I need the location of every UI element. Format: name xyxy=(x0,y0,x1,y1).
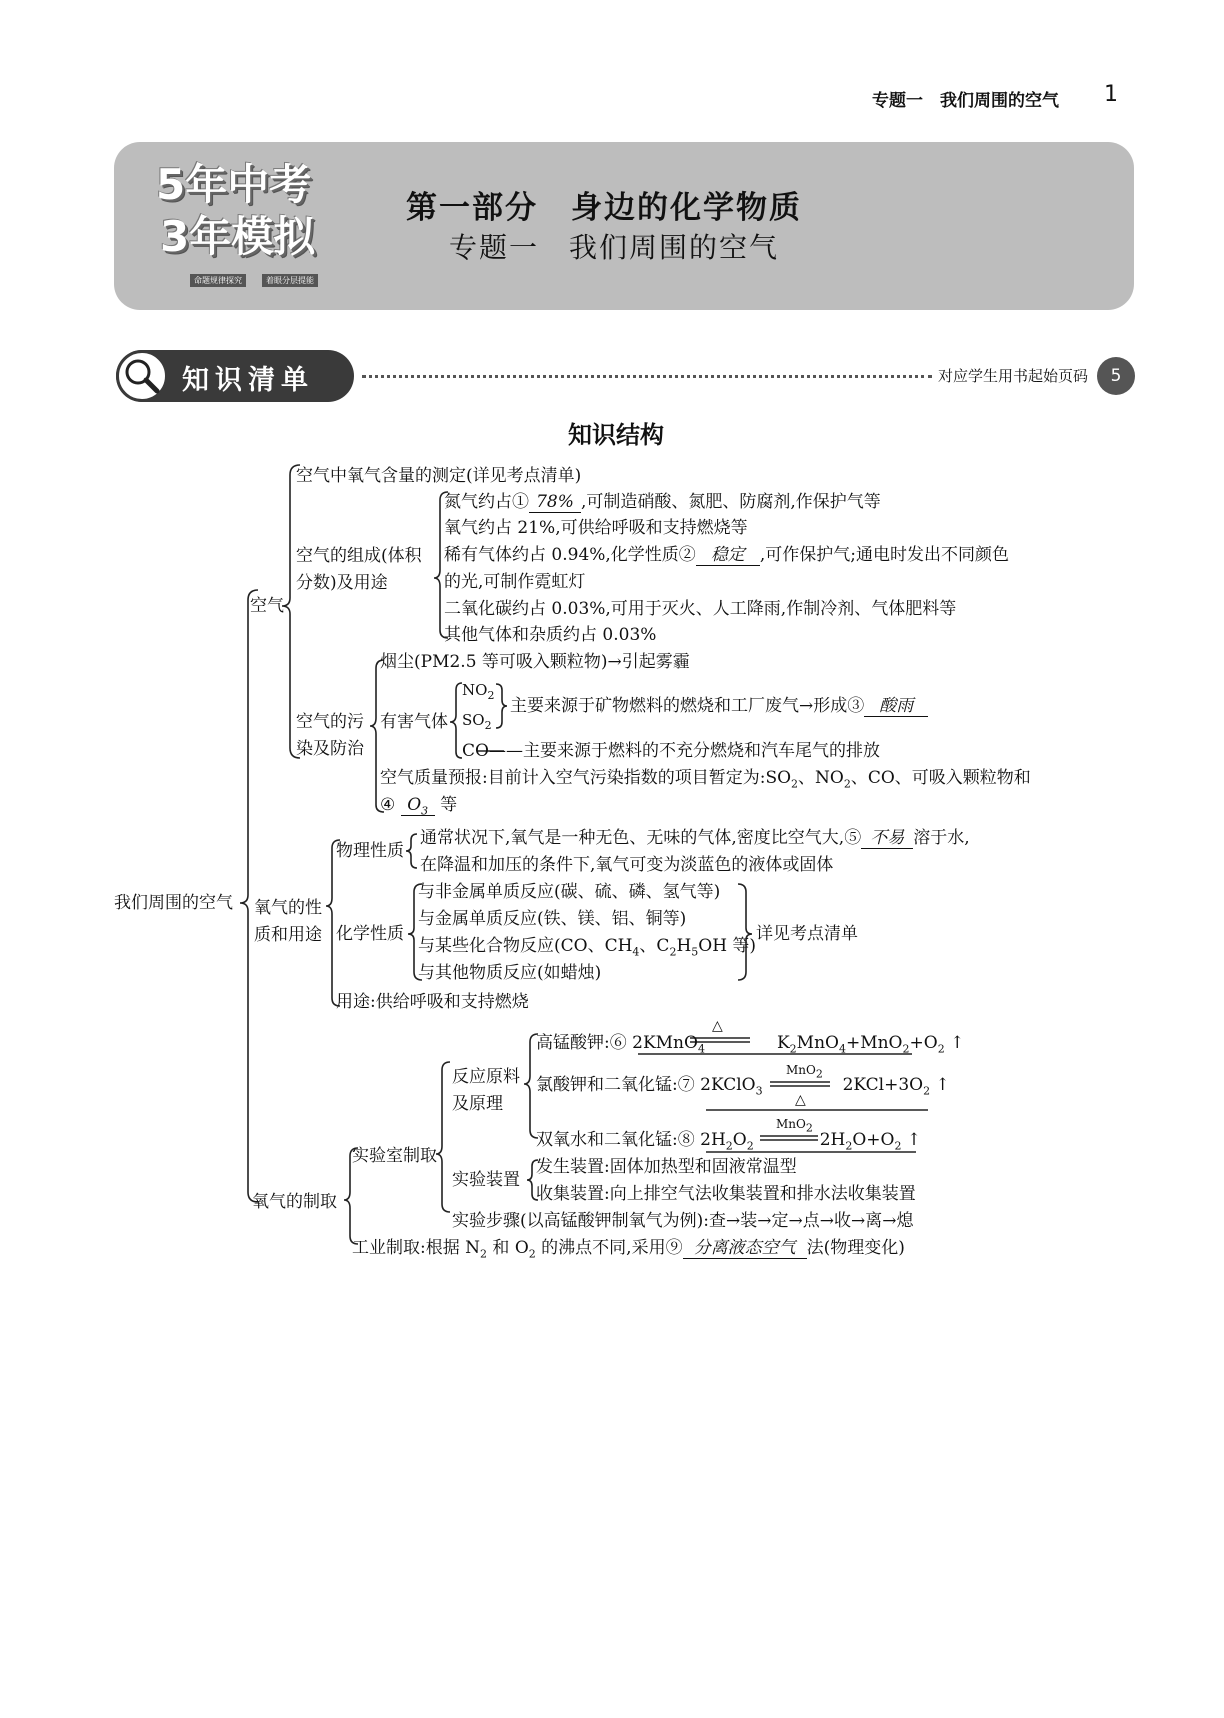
line-steps: 实验步骤(以高锰酸钾制氧气为例):查→装→定→点→收→离→熄 xyxy=(452,1211,914,1231)
node-composition-label-2: 分数)及用途 xyxy=(296,573,388,593)
node-air: 空气 xyxy=(250,596,284,616)
line-harmful-source xyxy=(510,696,928,717)
line-oxygen: 氧气约占 21%,可供给呼吸和支持燃烧等 xyxy=(444,518,748,538)
rare-gas-use: ,可作保护气;通电时发出不同颜色 xyxy=(759,545,1009,565)
eq7-condition-bottom: △ xyxy=(795,1092,806,1108)
line-co2: 二氧化碳约占 0.03%,可用于灭火、人工降雨,作制冷剂、气体肥料等 xyxy=(444,599,957,619)
line-chemical-2: 与金属单质反应(铁、镁、铝、铜等) xyxy=(418,909,687,929)
line-industrial: 工业制取:根据 $N_2$ 和 $O_2$ 的沸点不同,采用⑨ 分离液态空气 法(物理变化) xyxy=(352,1238,905,1261)
logo-tag-1: 命题规律探究 xyxy=(190,274,246,287)
node-preparation: 氧气的制取 xyxy=(252,1192,337,1212)
eq8-condition: MnO$_2$ xyxy=(776,1117,813,1135)
gas-so2: $SO_2$ xyxy=(462,711,492,732)
line-chemical-4: 与其他物质反应(如蜡烛) xyxy=(418,963,602,983)
answer-3: 酸雨 xyxy=(864,696,928,717)
bracket-physical xyxy=(406,834,417,868)
bracket-oxygen-properties xyxy=(326,840,340,1006)
node-oxygen-prop-label-2: 质和用途 xyxy=(254,925,322,945)
node-raw-1: 反应原料 xyxy=(452,1067,520,1087)
bracket-chemical-close xyxy=(738,884,752,980)
answer-4: $O_3$ xyxy=(401,795,435,816)
answer-1: 78% xyxy=(529,492,581,513)
line-chemical-1: 与非金属单质反应(碳、硫、磷、氢气等) xyxy=(418,882,721,902)
line-nitrogen xyxy=(444,492,881,513)
banner-subtitle: 专题一 我们周围的空气 xyxy=(449,231,780,264)
student-book-ref: 对应学生用书起始页码 xyxy=(938,367,1089,385)
node-use: 用途:供给呼吸和支持燃烧 xyxy=(336,992,529,1012)
line-rare-gas xyxy=(444,545,1009,566)
node-pollution-label-2: 染及防治 xyxy=(296,739,364,759)
line-physical-2: 在降温和加压的条件下,氧气可变为淡蓝色的液体或固体 xyxy=(420,855,834,875)
line-device-2: 收集装置:向上排空气法收集装置和排水法收集装置 xyxy=(536,1184,916,1204)
node-raw-2: 及原理 xyxy=(452,1094,503,1114)
line-rare-gas-cont: 的光,可制作霓虹灯 xyxy=(444,572,586,592)
knowledge-list-title: 知识清单 xyxy=(182,365,314,396)
bracket-pollution xyxy=(370,660,384,812)
banner-title: 第一部分 身边的化学物质 xyxy=(406,190,802,226)
answer-9: 分离液态空气 xyxy=(683,1238,807,1259)
node-physical: 物理性质 xyxy=(336,841,404,861)
rare-gas-text: 稀有气体约占 0.94%,化学性质② xyxy=(444,545,696,565)
nitrogen-text: 氮气约占① xyxy=(444,492,529,512)
answer-5: 不易 xyxy=(861,828,913,849)
node-root: 我们周围的空气 xyxy=(114,893,233,913)
node-lab-prep: 实验室制取 xyxy=(352,1146,437,1166)
chemical-ref: 详见考点清单 xyxy=(756,924,858,944)
page-number: 1 xyxy=(1104,82,1118,107)
bracket-root xyxy=(240,590,258,1202)
node-oxygen-measure: 空气中氧气含量的测定(详见考点清单) xyxy=(296,466,582,486)
eq6-condition: △ xyxy=(712,1018,723,1034)
node-harmful-gas: 有害气体 xyxy=(380,712,448,732)
ref-page-badge: 5 xyxy=(1097,357,1135,395)
line-kclo3: 氯酸钾和二氧化锰:⑦ 2KClO$_3$ $2KCl+3O_2$ ↑ xyxy=(536,1075,950,1098)
node-device: 实验装置 xyxy=(452,1170,520,1190)
eq7-condition-top: MnO$_2$ xyxy=(786,1063,823,1081)
nitrogen-use: ,可制造硝酸、氮肥、防腐剂,作保护气等 xyxy=(581,492,881,512)
line-air-quality-cont: ④ $O_3$ 等 xyxy=(380,795,458,818)
node-composition-label-1: 空气的组成(体积 xyxy=(296,546,422,566)
node-pollution-label-1: 空气的污 xyxy=(296,712,364,732)
line-physical-1: 通常状况下,氧气是一种无色、无味的气体,密度比空气大,⑤ 不易 溶于水, xyxy=(420,828,970,848)
line-air-quality: 空气质量预报:目前计入空气污染指数的项目暂定为$:SO_2$、$NO_2$、CO、可吸入颗粒物和 xyxy=(380,768,1031,791)
logo-line-2: 3年模拟 xyxy=(160,212,316,261)
bracket-lab xyxy=(436,1062,450,1212)
node-chemical: 化学性质 xyxy=(336,924,404,944)
line-kmno4: 高锰酸钾:⑥ 2KMnO$_4$ $K_2MnO_4+MnO_2+O_2$ ↑ xyxy=(536,1033,965,1056)
line-dust: 烟尘(PM2.5 等可吸入颗粒物)→引起雾霾 xyxy=(380,652,690,672)
line-h2o2: 双氧水和二氧化锰:⑧ $2H_2O_2$ $2H_2O+O_2$ ↑ xyxy=(536,1130,922,1153)
answer-2: 稳定 xyxy=(696,545,760,566)
line-other-gases: 其他气体和杂质约占 0.03% xyxy=(444,625,657,645)
line-chemical-3: 与某些化合物反应(CO、$CH_4$、$C_2H_5OH$ 等) xyxy=(418,936,757,959)
logo-line-1: 5年中考 xyxy=(156,160,312,209)
gas-no2: $NO_2$ xyxy=(462,681,495,702)
bracket-harmful xyxy=(450,683,462,758)
node-oxygen-prop-label-1: 氧气的性 xyxy=(254,898,322,918)
bracket-no2-so2 xyxy=(496,684,507,728)
line-device-1: 发生装置:固体加热型和固液常温型 xyxy=(536,1157,797,1177)
line-co: CO——主要来源于燃料的不充分燃烧和汽车尾气的排放 xyxy=(462,741,880,761)
logo-tag-2: 着眼分层提能 xyxy=(262,274,318,287)
section-title: 知识结构 xyxy=(568,421,664,449)
running-header-title: 专题一 我们周围的空气 xyxy=(872,91,1059,111)
harmful-source-text: 主要来源于矿物燃料的燃烧和工厂废气→形成③ xyxy=(510,696,865,716)
